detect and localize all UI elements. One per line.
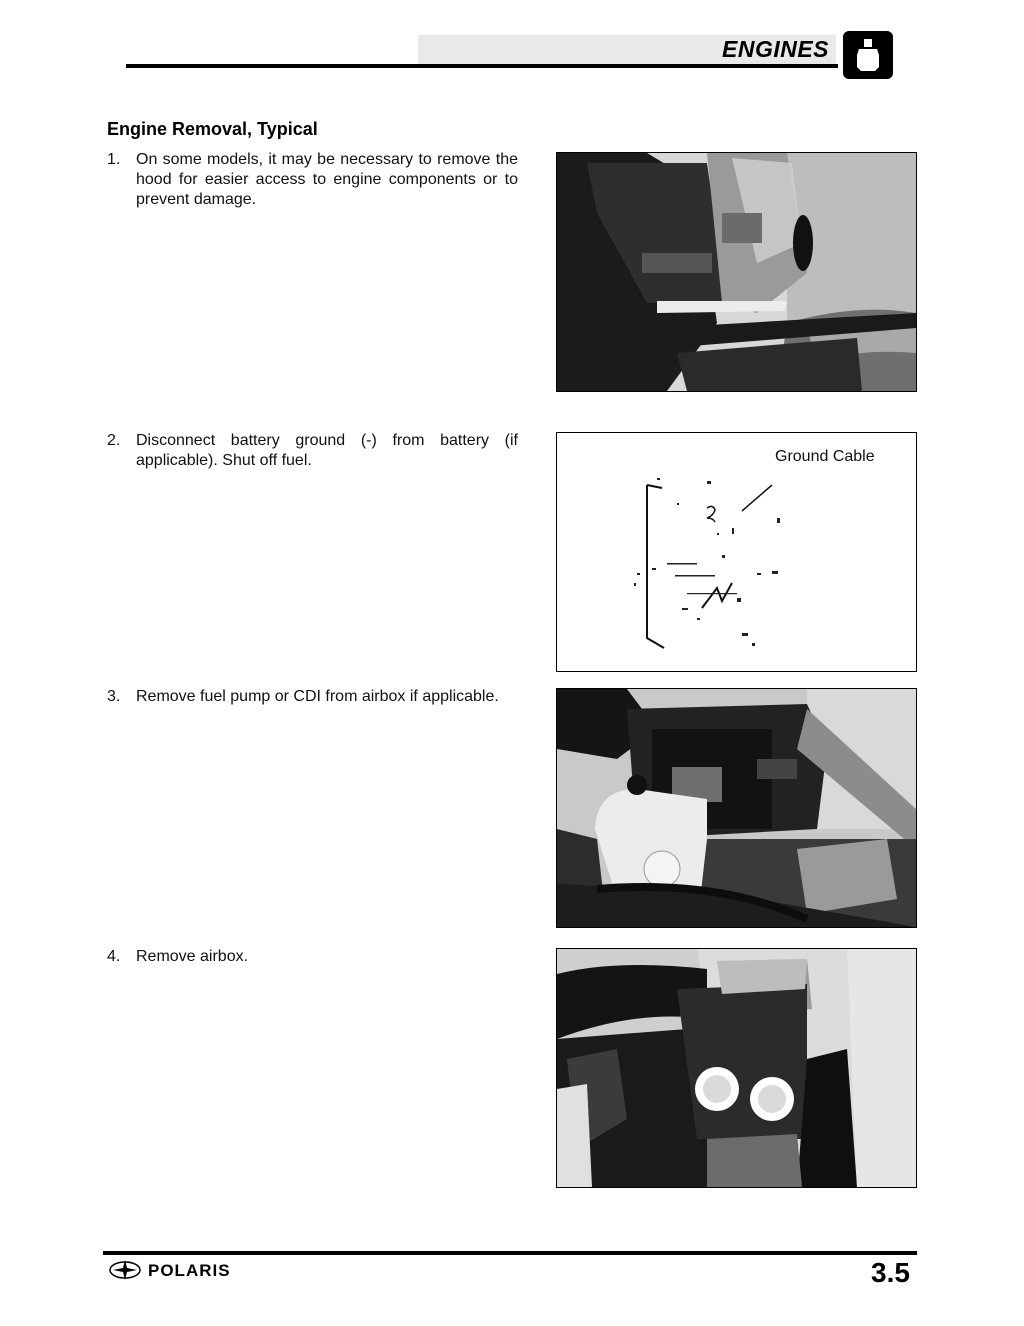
figure-ground-cable: [556, 432, 917, 672]
polaris-star-icon: [110, 1260, 140, 1280]
figure-label: Ground Cable: [775, 448, 875, 465]
header-rule: [126, 64, 838, 68]
figure-airbox-removal: [556, 948, 917, 1188]
page-number: 3.5: [871, 1257, 910, 1288]
step-4: [107, 947, 518, 967]
engine-icon: [843, 31, 893, 79]
step-number: 2.: [107, 432, 121, 449]
step-text: Disconnect battery ground (-) from battery (if applicable). Shut off fuel.: [136, 432, 518, 469]
step-text: On some models, it may be necessary to remove the hood for easier access to engine components or to prevent damage.: [136, 151, 518, 208]
polaris-logo: [108, 1258, 258, 1287]
step-text: Remove airbox.: [136, 948, 249, 965]
footer-rule: [103, 1251, 917, 1255]
figure-airbox-fuel-pump: [556, 688, 917, 928]
step-number: 4.: [107, 948, 121, 965]
step-text: Remove fuel pump or CDI from airbox if applicable.: [136, 688, 499, 705]
chapter-title: ENGINES: [722, 36, 830, 62]
step-number: 1.: [107, 151, 121, 168]
section-title: Engine Removal, Typical: [107, 119, 318, 139]
step-3: [107, 687, 518, 707]
svg-text:POLARIS: POLARIS: [148, 1261, 231, 1280]
step-number: 3.: [107, 688, 121, 705]
step-2: [107, 431, 518, 471]
figure-hood-removal: [556, 152, 917, 392]
step-1: [107, 150, 518, 210]
